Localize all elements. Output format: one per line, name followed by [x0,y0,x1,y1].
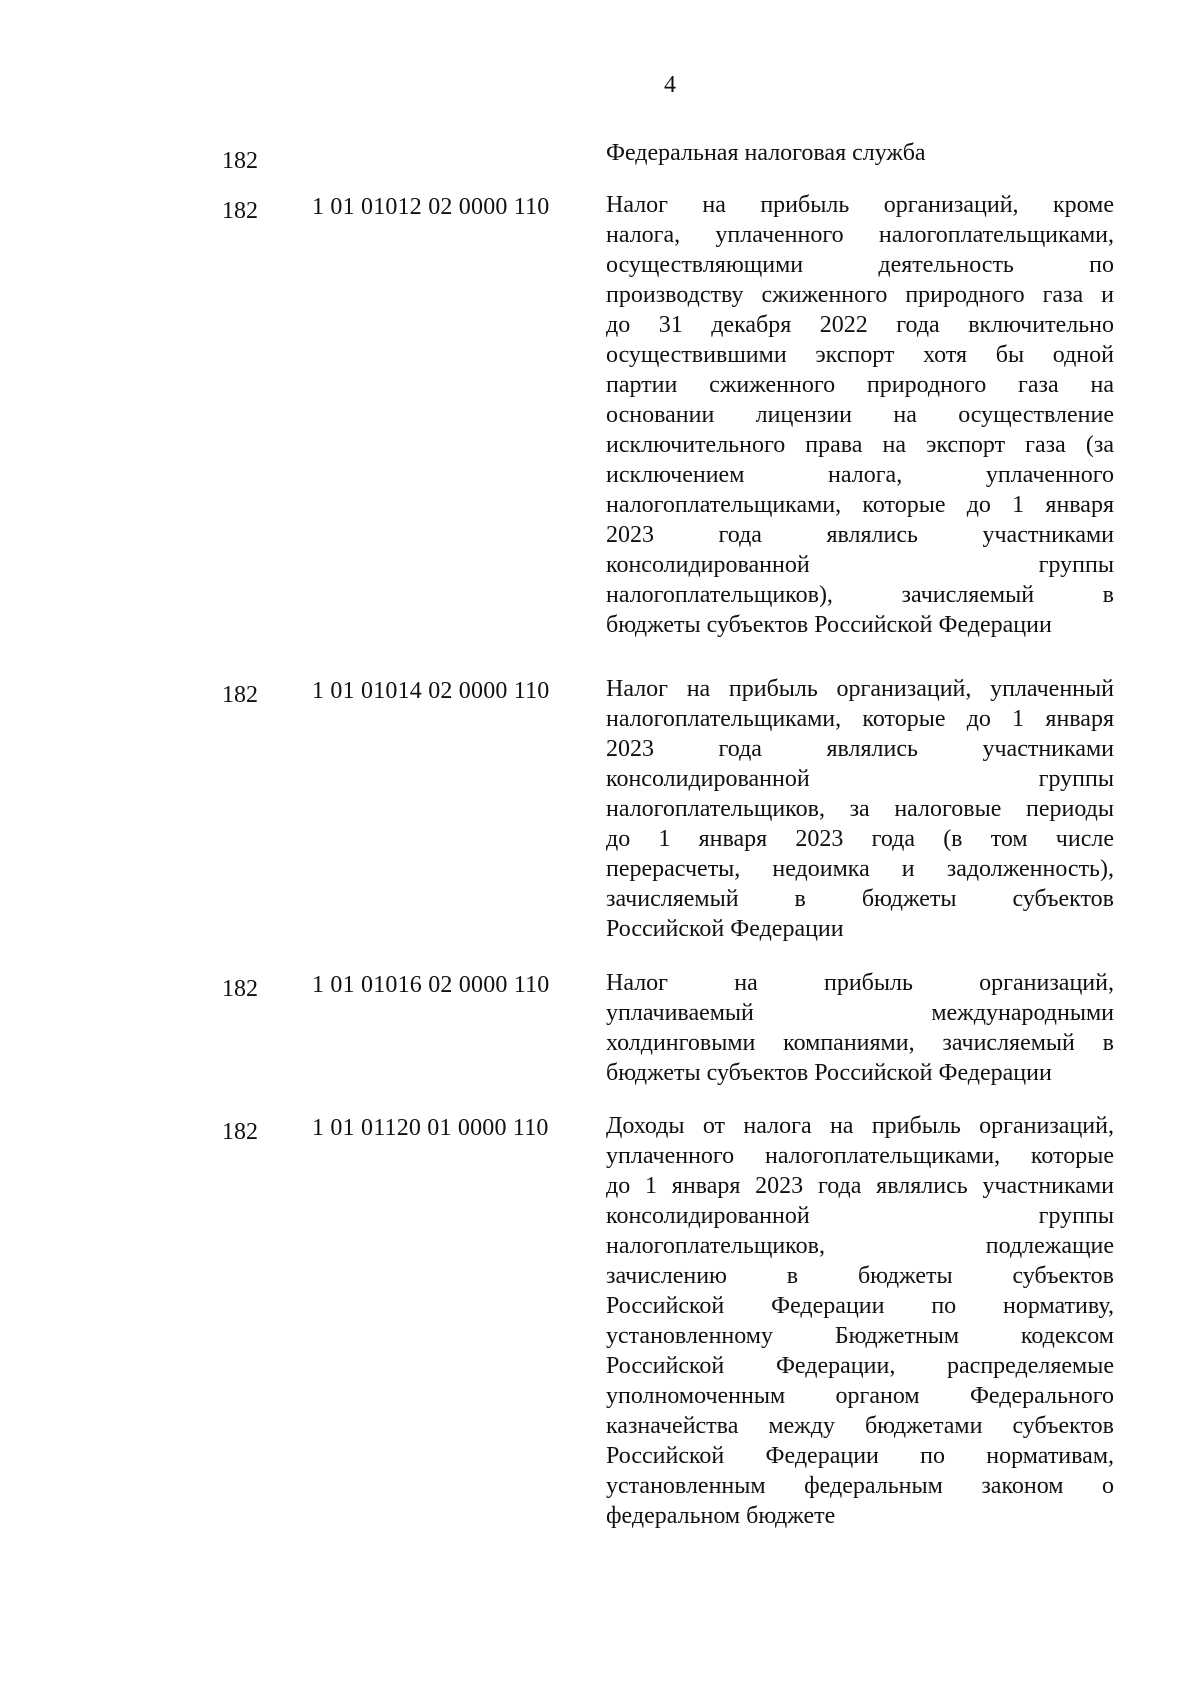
description-line: уплачиваемый международными [606,1000,1114,1026]
description-line: установленным федеральным законом о [606,1473,1114,1499]
row-description [606,674,1114,944]
row-description [606,1111,1114,1531]
description-line: исключением налога, уплаченного [606,462,1114,488]
description-line: Российской Федерации, распределяемые [606,1353,1114,1379]
description-line: зачислению в бюджеты субъектов [606,1263,1114,1289]
kbk-code: 1 01 01120 01 0000 110 [312,1115,549,1141]
description-line: до 1 января 2023 года являлись участниками [606,1173,1114,1199]
description-line: казначейства между бюджетами субъектов [606,1413,1114,1439]
description-line: налогоплательщиками, которые до 1 января [606,492,1114,518]
description-line: налогоплательщиков, за налоговые периоды [606,796,1114,822]
description-line: Налог на прибыль организаций, [606,970,1114,996]
description-line: перерасчеты, недоимка и задолженность), [606,856,1114,882]
row-description [606,968,1114,1088]
admin-code: 182 [222,1119,258,1145]
description-line: исключительного права на экспорт газа (за [606,432,1114,458]
row-description [606,138,1114,168]
description-line: основании лицензии на осуществление [606,402,1114,428]
description-line: уплаченного налогоплательщиками, которые [606,1143,1114,1169]
row-description [606,190,1114,640]
description-line: 2023 года являлись участниками [606,736,1114,762]
description-line: производству сжиженного природного газа и [606,282,1114,308]
description-line: до 1 января 2023 года (в том числе [606,826,1114,852]
kbk-code: 1 01 01014 02 0000 110 [312,678,550,704]
admin-code: 182 [222,198,258,224]
description-line: консолидированной группы [606,552,1114,578]
description-line: налога, уплаченного налогоплательщиками, [606,222,1114,248]
description-line: Российской Федерации [606,916,844,942]
description-line: 2023 года являлись участниками [606,522,1114,548]
description-line: бюджеты субъектов Российской Федерации [606,1060,1052,1086]
description-line: консолидированной группы [606,766,1114,792]
description-line: партии сжиженного природного газа на [606,372,1114,398]
description-line: Доходы от налога на прибыль организаций, [606,1113,1114,1139]
description-line: Федеральная налоговая служба [606,140,926,166]
description-line: осуществляющими деятельность по [606,252,1114,278]
kbk-code: 1 01 01016 02 0000 110 [312,972,550,998]
description-line: Налог на прибыль организаций, кроме [606,192,1114,218]
description-line: федеральном бюджете [606,1503,836,1529]
admin-code: 182 [222,976,258,1002]
description-line: холдинговыми компаниями, зачисляемый в [606,1030,1114,1056]
description-line: осуществившими экспорт хотя бы одной [606,342,1114,368]
description-line: бюджеты субъектов Российской Федерации [606,612,1052,638]
description-line: установленному Бюджетным кодексом [606,1323,1114,1349]
description-line: уполномоченным органом Федерального [606,1383,1114,1409]
description-line: Российской Федерации по нормативам, [606,1443,1114,1469]
description-line: консолидированной группы [606,1203,1114,1229]
page-number: 4 [664,72,676,98]
description-line: до 31 декабря 2022 года включительно [606,312,1114,338]
kbk-code: 1 01 01012 02 0000 110 [312,194,550,220]
description-line: налогоплательщиков), зачисляемый в [606,582,1114,608]
admin-code: 182 [222,148,258,174]
description-line: Российской Федерации по нормативу, [606,1293,1114,1319]
description-line: налогоплательщиков, подлежащие [606,1233,1114,1259]
admin-code: 182 [222,682,258,708]
description-line: зачисляемый в бюджеты субъектов [606,886,1114,912]
description-line: Налог на прибыль организаций, уплаченный [606,676,1114,702]
description-line: налогоплательщиками, которые до 1 января [606,706,1114,732]
